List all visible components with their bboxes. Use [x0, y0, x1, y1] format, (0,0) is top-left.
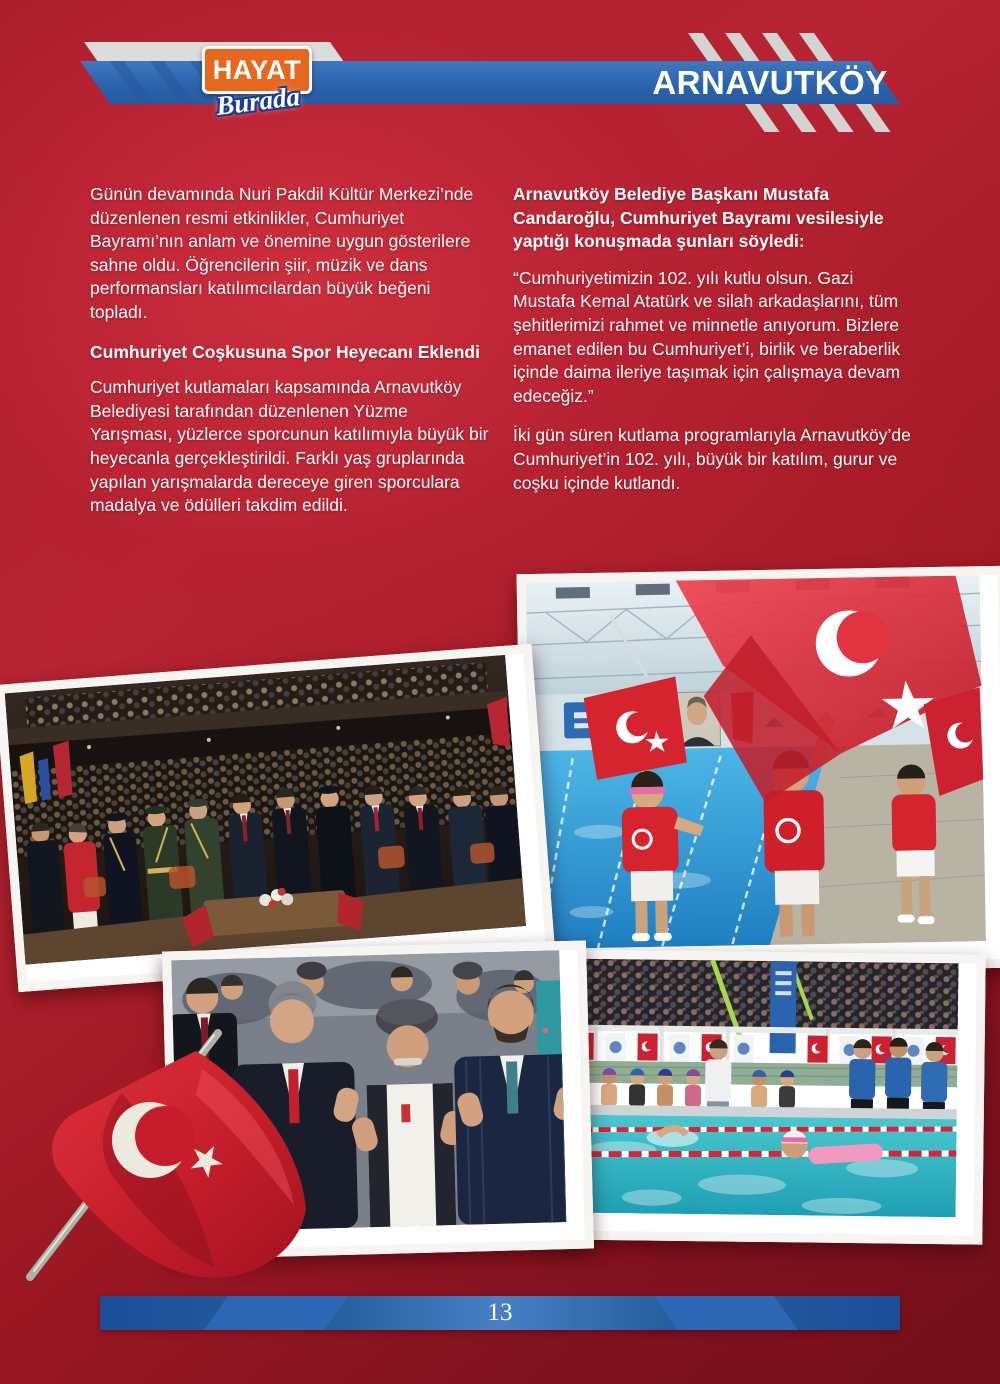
article-right-column: [513, 183, 917, 511]
diagonal-stripe-icon: [688, 33, 723, 61]
article-left-column: [90, 183, 490, 534]
logo-title: HAYAT: [212, 54, 302, 85]
diagonal-stripe-icon: [819, 104, 854, 132]
article-paragraph: Günün devamında Nuri Pakdil Kültür Merkezi’nde düzenlenen resmi etkinlikler, Cumhuriyet Bayramı’nın anlam ve önemine uygun gösterilere sahne oldu. Öğrencilerin şiir, müzik ve dans performansları katılımcılardan büyük beğeni topladı.: [90, 184, 474, 322]
swimming-race-illustration: [562, 958, 959, 1217]
diagonal-stripe-icon: [762, 33, 797, 61]
photo-auditorium-ceremony: [0, 644, 555, 992]
footer-bar: [100, 1296, 900, 1330]
pool-flag-parade-illustration: [526, 575, 986, 949]
diagonal-stripe-icon: [725, 33, 760, 61]
photo-pool-flag-parade: [517, 566, 1000, 976]
logo-subtitle: Burada: [214, 80, 302, 122]
district-banner-label: ARNAVUTKÖY: [652, 64, 888, 101]
turkish-flag-graphic: [0, 975, 345, 1290]
turkish-flag-icon: [0, 975, 345, 1290]
band-shade-stripe: [150, 61, 194, 104]
diagonal-stripe-icon: [782, 104, 817, 132]
article-paragraph: İki gün süren kutlama programlarıyla Arnavutköy’de Cumhuriyet’in 102. yılı, büyük bir katılım, gurur ve coşku içinde kutlandı.: [513, 425, 911, 493]
auditorium-illustration: [5, 655, 526, 965]
diagonal-stripe-icon: [856, 104, 891, 132]
article-quote: “Cumhuriyetimizin 102. yılı kutlu olsun. Gazi Mustafa Kemal Atatürk ve silah arkadaşlarını, tüm şehitlerimizi rahmet ve minnetle anıyorum. Bizlere emanet edilen bu Cumhuriyet’i, birlik ve beraberlik içinde daima ileriye taşımak için çalışmaya devam edeceğiz.”: [513, 267, 901, 406]
article-lead: Arnavutköy Belediye Başkanı Mustafa Candaroğlu, Cumhuriyet Bayramı vesilesiyle yaptığı konuşmada şunları söyledi:: [513, 184, 884, 252]
article-subheading: Cumhuriyet Coşkusuna Spor Heyecanı Eklendi: [90, 341, 480, 362]
hayat-burada-logo: [198, 42, 318, 134]
footer-accent-shape: [654, 1296, 798, 1330]
article-paragraph: Cumhuriyet kutlamaları kapsamında Arnavutköy Belediyesi tarafından düzenlenen Yüzme Yarışması, yüzlerce sporcunun katılımıyla büyük bir heyecanla gerçekleştirildi. Farklı yaş gruplarında yapılan yarışmalarda dereceye giren sporculara madalya ve ödülleri takdim edildi.: [90, 377, 489, 516]
diagonal-stripe-icon: [745, 104, 780, 132]
photo-swimming-race: [552, 949, 986, 1244]
diagonal-stripe-icon: [799, 33, 834, 61]
band-shade-stripe: [110, 61, 154, 104]
footer-accent-shape: [204, 1296, 348, 1330]
page-number: 13: [487, 1299, 513, 1326]
